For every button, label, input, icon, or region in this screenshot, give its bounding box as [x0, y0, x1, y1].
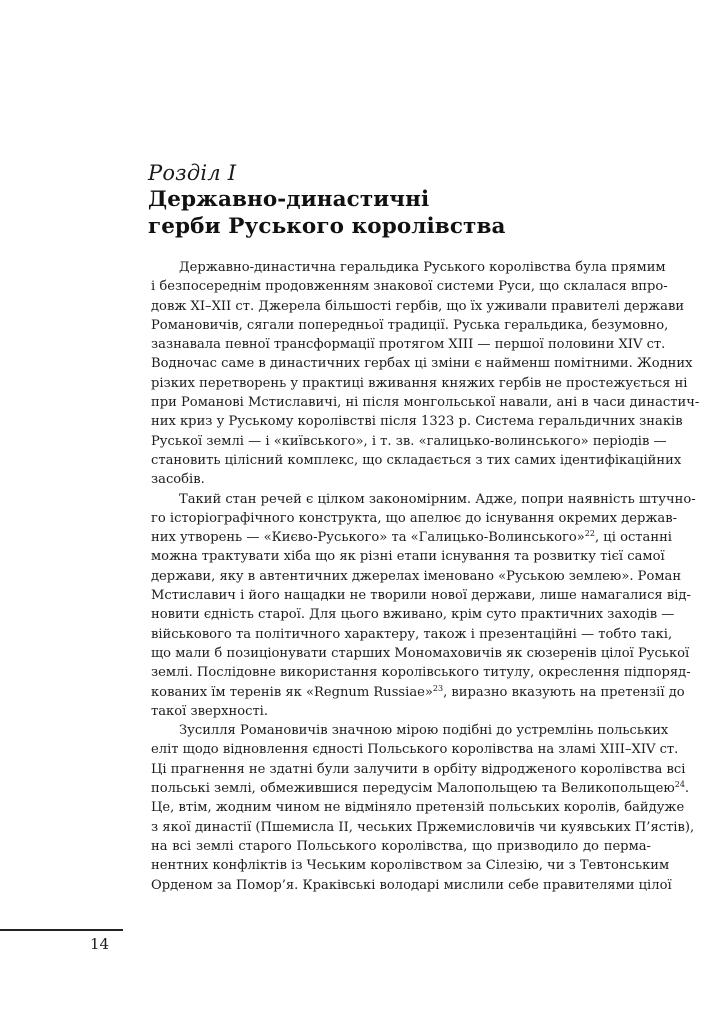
chapter-heading: [148, 160, 668, 240]
footer-rule: [0, 929, 123, 931]
text-line: Зусилля Романовичів значною мірою подібні до устремлінь польських: [179, 723, 669, 739]
text-line: зазнавала певної трансформації протягом XIII — першої половини XIV ст.: [151, 337, 666, 353]
text-segment: них утворень — «Києво-Руського» та «Галицько-Волинського»: [151, 530, 585, 546]
text-segment: кованих їм теренів як «Regnum Russiae»: [151, 684, 433, 700]
text-line-with-footnote: [123, 528, 672, 547]
paragraph-3: [123, 721, 695, 895]
text-line: них криз у Руському королівстві після 1323 р. Система геральдичних знаків: [151, 414, 683, 430]
text-line: Руської землі — і «київського», і т. зв. «галицько-волинського» періодів —: [151, 433, 667, 449]
chapter-title-line-2: герби Руського королівства: [148, 214, 506, 239]
text-line: що мали б позиціонувати старших Мономаховичів як сюзеренів цілої Руської: [151, 645, 690, 661]
text-line: довж XI–XII ст. Джерела більшості гербів, що їх уживали правителі держави: [151, 298, 685, 314]
text-line: можна трактувати хіба що як різні етапи існування та розвитку тієї самої: [151, 549, 665, 565]
text-line: при Романові Мстиславичі, ні після монгольської навали, ані в часи династич-: [151, 395, 700, 411]
chapter-label: Розділ І: [148, 161, 237, 185]
chapter-title-line-1: Державно-династичні: [148, 187, 430, 212]
text-line: Державно-династична геральдика Руського королівства була прямим: [179, 260, 666, 275]
text-line: Водночас саме в династичних гербах ці зміни є найменш помітними. Жодних: [151, 356, 693, 372]
text-line: з якої династії (Пшемисла II, чеських Пржемисловичів чи куявських П’ястів),: [151, 819, 695, 835]
text-line: і безпосереднім продовженням знакової системи Руси, що склалася впро-: [151, 279, 668, 295]
text-line: Орденом за Помор’я. Краківські володарі мислили себе правителями цілої: [151, 877, 672, 893]
text-line: такої зверхності.: [151, 703, 269, 719]
text-line: держави, яку в автентичних джерелах іменовано «Руською землею». Роман: [151, 568, 682, 584]
text-line: землі. Послідовне використання королівського титулу, окреслення підпоряд-: [151, 665, 691, 681]
text-segment: польські землі, обмежившися передусім Малопольщею та Великопольщею: [151, 781, 675, 797]
text-line: новити єдність старої. Для цього вживано, крім суто практичних заходів —: [151, 607, 675, 623]
text-line: Мстиславич і його нащадки не творили нової держави, лише намагалися від-: [151, 588, 691, 604]
chapter-title: [148, 186, 668, 240]
body-text: [123, 258, 700, 895]
footnote-ref-23[interactable]: 23: [432, 683, 444, 693]
text-segment: .: [684, 781, 690, 797]
footnote-ref-24[interactable]: 24: [674, 780, 685, 790]
text-line: нентних конфліктів із Чеським королівством за Сілезію, чи з Тевтонським: [151, 858, 670, 874]
text-line: Ці прагнення не здатні були залучити в орбіту відродженого королівства всі: [151, 761, 686, 777]
text-line: на всі землі старого Польського королівства, що призводило до перма-: [151, 838, 651, 854]
text-line-with-footnote: [123, 779, 690, 798]
text-segment: , виразно вказують на претензії до: [443, 684, 685, 700]
text-line: становить цілісний комплекс, що складається з тих самих ідентифікаційних: [151, 452, 682, 468]
paragraph-1: [123, 258, 700, 490]
text-line: Романовичів, сягали попередньої традиції. Руська геральдика, безумовно,: [151, 317, 669, 333]
text-line: го історіографічного конструкта, що апелює до існування окремих держав-: [151, 510, 678, 526]
text-line: військового та політичного характеру, також і презентаційні — тобто такі,: [151, 626, 673, 642]
text-line: еліт щодо відновлення єдності Польського королівства на зламі XIII–XIV ст.: [151, 742, 679, 758]
paragraph-2: [123, 490, 696, 722]
text-line: засобів.: [151, 472, 205, 488]
text-line-with-footnote: [123, 683, 685, 702]
text-segment: , ці останні: [594, 530, 672, 546]
footnote-ref-22[interactable]: 22: [584, 529, 595, 539]
text-line: Такий стан речей є цілком закономірним. Адже, попри наявність штучно-: [179, 491, 696, 507]
text-line: різких перетворень у практиці вживання княжих гербів не простежується ні: [151, 375, 688, 391]
page-number: 14: [90, 935, 110, 953]
text-line: Це, втім, жодним чином не відміняло претензій польських королів, байдуже: [151, 800, 685, 816]
